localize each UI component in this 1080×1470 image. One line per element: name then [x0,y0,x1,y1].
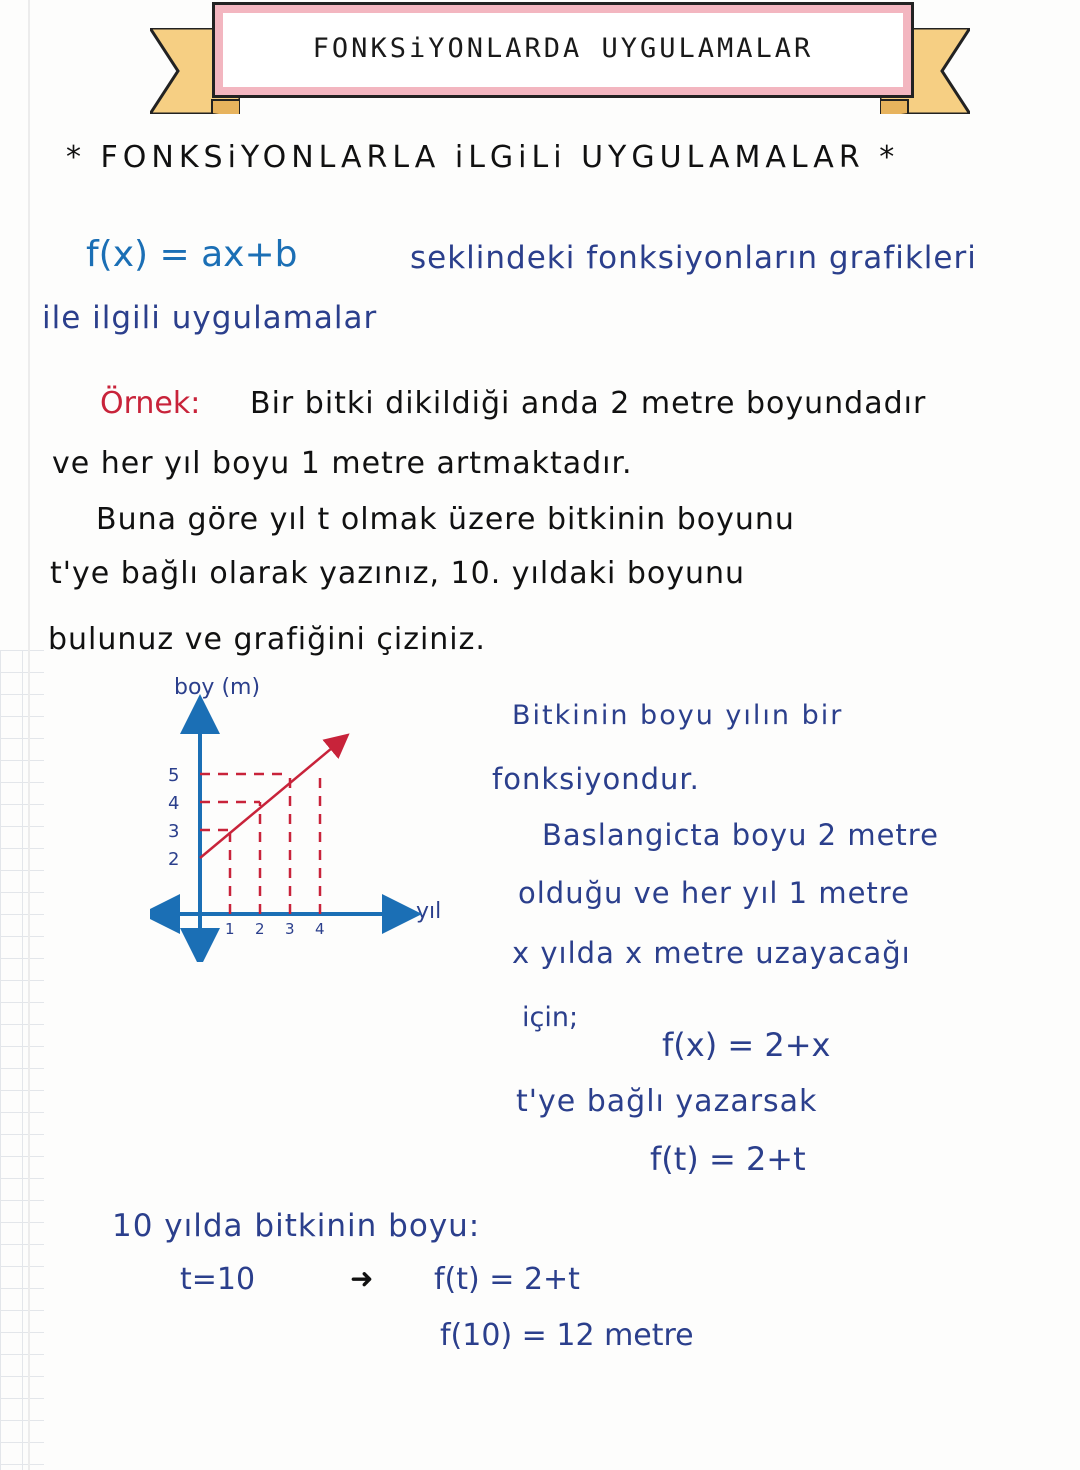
explanation-line: Bitkinin boyu yılın bir [512,700,844,731]
general-formula: f(x) = ax+b [86,234,298,275]
t-value: t=10 [180,1262,256,1297]
example-line: Bir bitki dikildiği anda 2 metre boyundadır [250,386,927,421]
explanation-line: x yılda x metre uzayacağı [512,936,911,970]
section-heading: * FONKSiYONLARLA iLGiLi UYGULAMALAR * [66,140,900,175]
example-line: bulunuz ve grafiğini çiziniz. [48,622,486,657]
intro-line-2: ile ilgili uygulamalar [42,300,378,336]
explanation-line: için; [522,1002,579,1033]
y-axis-label: boy (m) [174,675,261,700]
example-label: Örnek: [100,386,201,421]
title-banner [150,0,970,125]
y-tick-label: 4 [168,793,180,814]
x-tick-label: 2 [255,920,265,938]
explanation-line: fonksiyondur. [492,762,700,796]
x-tick-label: 4 [315,920,325,938]
explanation-line: olduğu ve her yıl 1 metre [518,876,910,910]
example-line: Buna göre yıl t olmak üzere bitkinin boyunu [96,502,795,537]
page-edge-line [28,0,30,1470]
example-line: t'ye bağlı olarak yazınız, 10. yıldaki boyunu [50,556,746,591]
line-graph [150,672,480,962]
conclusion-formula: f(t) = 2+t [434,1262,580,1297]
page-title: FONKSiYONLARDA UYGULAMALAR [312,33,814,64]
explanation-line: Baslangicta boyu 2 metre [542,818,939,852]
conclusion-line: 10 yılda bitkinin boyu: [112,1208,481,1244]
y-tick-label: 5 [168,765,180,786]
graph-paper-margin [0,650,44,1470]
y-tick-label: 3 [168,821,180,842]
x-tick-label: 3 [285,920,295,938]
arrow-right-icon: ➜ [350,1262,374,1295]
x-axis-label: yıl [416,899,442,924]
result: f(10) = 12 metre [440,1318,694,1353]
formula-fx: f(x) = 2+x [662,1026,831,1064]
t-substitution-line: t'ye bağlı yazarsak [516,1084,818,1119]
banner-box [212,2,914,98]
x-tick-label: 1 [225,920,235,938]
example-line: ve her yıl boyu 1 metre artmaktadır. [52,446,633,481]
intro-line-1: seklindeki fonksiyonların grafikleri [410,240,977,276]
y-tick-label: 2 [168,849,180,870]
formula-ft: f(t) = 2+t [650,1140,806,1178]
